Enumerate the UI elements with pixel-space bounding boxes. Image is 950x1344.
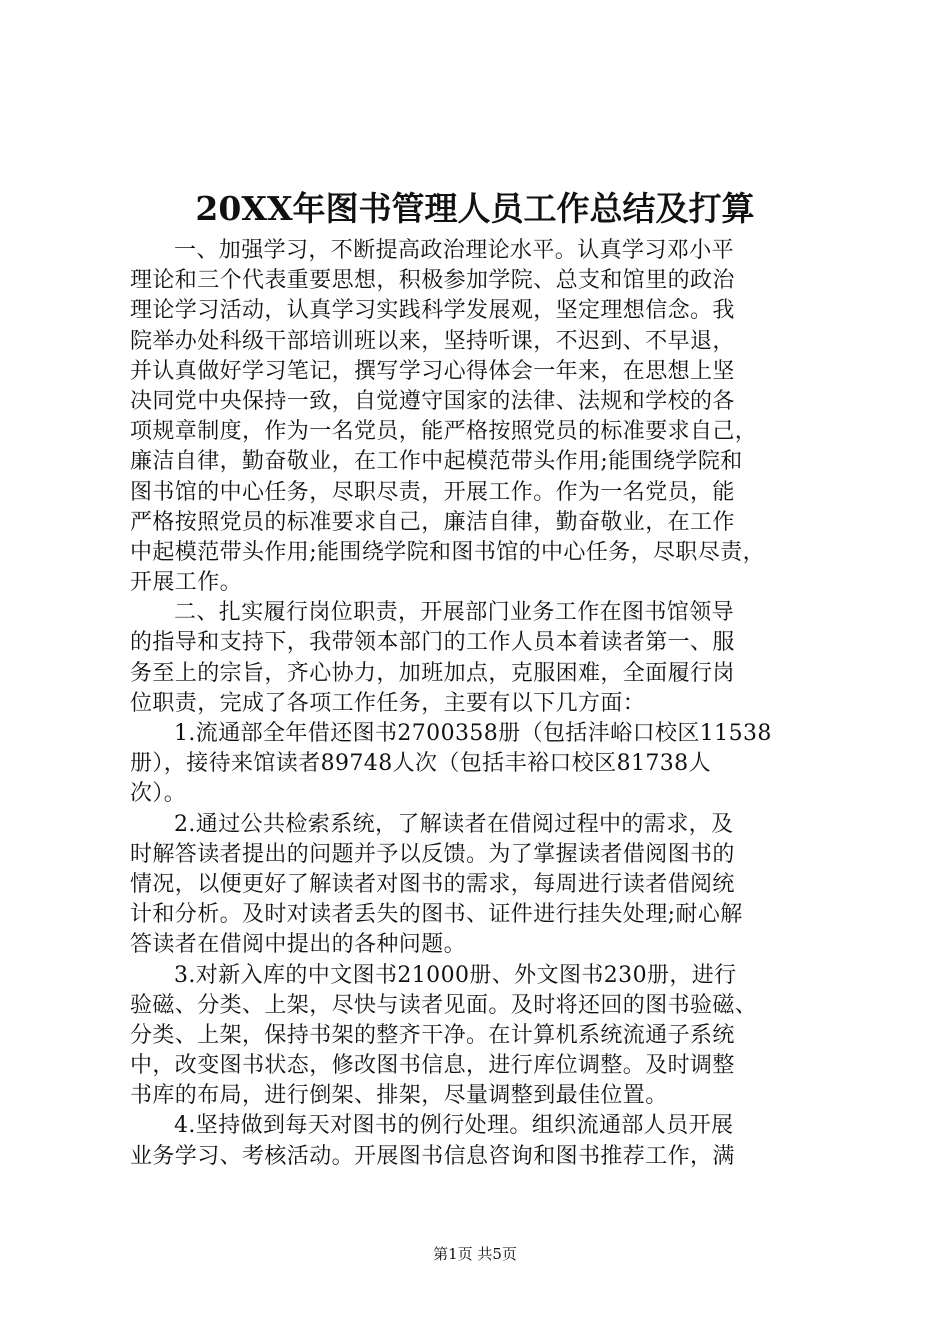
page-number-footer: 第1页 共5页 [433,1245,517,1263]
paragraph-line: 4.坚持做到每天对图书的例行处理。组织流通部人员开展 [174,1113,734,1139]
paragraph-line: 图书馆的中心任务，尽职尽责，开展工作。作为一名党员，能 [130,479,735,505]
paragraph-line: 位职责，完成了各项工作任务，主要有以下几方面： [130,690,646,716]
paragraph-line: 情况，以便更好了解读者对图书的需求，每周进行读者借阅统 [130,871,735,897]
paragraph-line: 廉洁自律，勤奋敬业，在工作中起模范带头作用;能围绕学院和 [130,449,743,475]
document-body [130,236,830,1172]
paragraph-line: 理论和三个代表重要思想，积极参加学院、总支和馆里的政治 [130,268,735,294]
paragraph-line: 二、扎实履行岗位职责，开展部门业务工作在图书馆领导 [174,600,735,626]
paragraph-line: 时解答读者提出的问题并予以反馈。为了掌握读者借阅图书的 [130,841,735,867]
paragraph-line: 计和分析。及时对读者丢失的图书、证件进行挂失处理;耐心解 [130,902,743,928]
paragraph-line: 务至上的宗旨，齐心协力，加班加点，克服困难，全面履行岗 [130,660,735,686]
paragraph-line: 书库的布局，进行倒架、排架，尽量调整到最佳位置。 [130,1083,668,1109]
paragraph-line: 项规章制度，作为一名党员，能严格按照党员的标准要求自己， [130,419,758,445]
paragraph-line: 1.流通部全年借还图书2700358册（包括沣峪口校区11538 [174,721,772,746]
paragraph-line: 严格按照党员的标准要求自己，廉洁自律，勤奋敬业，在工作 [130,509,735,535]
paragraph-line: 册），接待来馆读者89748人次（包括丰裕口校区81738人 [130,751,711,777]
paragraph-line: 理论学习活动，认真学习实践科学发展观，坚定理想信念。我 [130,298,735,324]
paragraph-line: 答读者在借阅中提出的各种问题。 [130,932,467,958]
paragraph-line: 开展工作。 [130,570,243,596]
paragraph-line: 一、加强学习，不断提高政治理论水平。认真学习邓小平 [174,238,735,263]
document-title: 20XX年图书管理人员工作总结及打算 [195,189,755,228]
paragraph-line: 2.通过公共检索系统，了解读者在借阅过程中的需求，及 [174,811,734,837]
paragraph-line: 次）。 [130,781,187,807]
paragraph-line: 院举办处科级干部培训班以来，坚持听课，不迟到、不早退， [130,328,735,354]
paragraph-line: 验磁、分类、上架，尽快与读者见面。及时将还回的图书验磁、 [130,992,758,1018]
paragraph-line: 业务学习、考核活动。开展图书信息咨询和图书推荐工作，满 [130,1143,735,1169]
paragraph-line: 3.对新入库的中文图书21000册、外文图书230册，进行 [174,962,737,988]
paragraph-line: 并认真做好学习笔记，撰写学习心得体会一年来，在思想上坚 [130,358,735,384]
paragraph-line: 分类、上架，保持书架的整齐干净。在计算机系统流通子系统 [130,1022,735,1048]
paragraph-line: 的指导和支持下，我带领本部门的工作人员本着读者第一、服 [130,630,735,656]
paragraph-line: 决同党中央保持一致，自觉遵守国家的法律、法规和学校的各 [130,388,735,414]
paragraph-line: 中起模范带头作用;能围绕学院和图书馆的中心任务，尽职尽责， [130,539,766,565]
paragraph-line: 中，改变图书状态，修改图书信息，进行库位调整。及时调整 [130,1053,735,1079]
